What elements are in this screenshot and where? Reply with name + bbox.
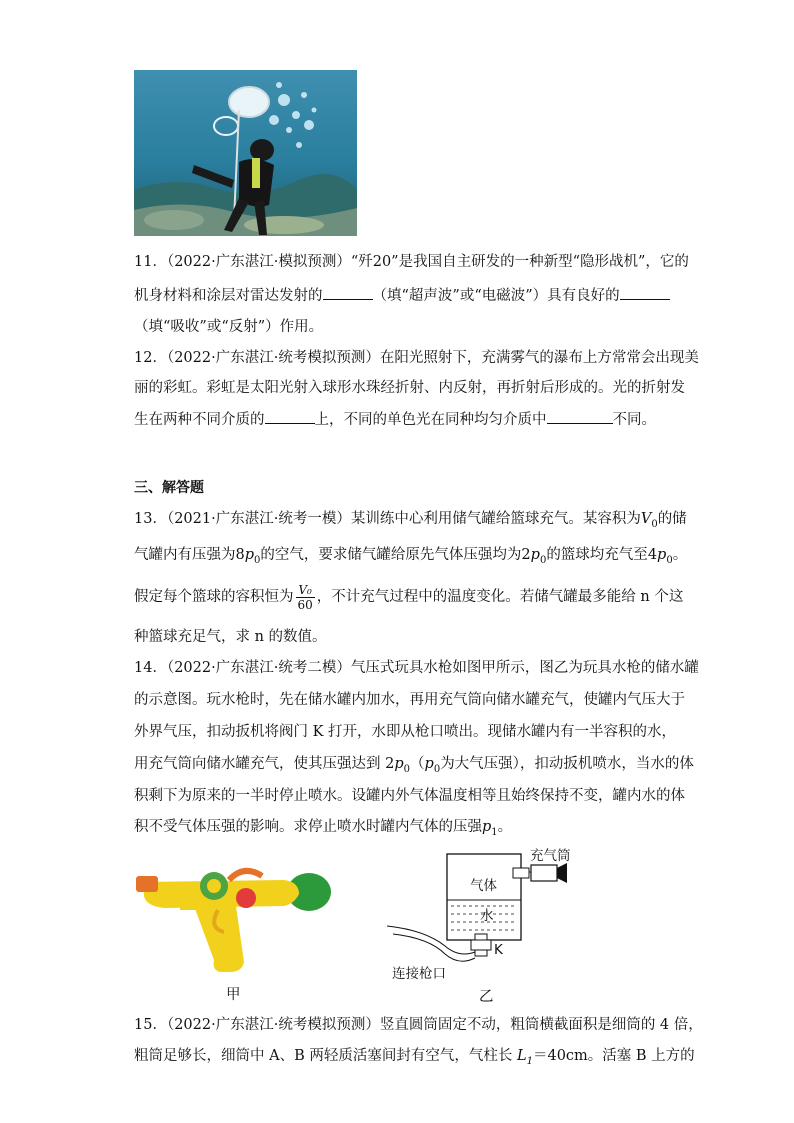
q15-line2-a: 粗筒足够长，细筒中 A、B 两轻质活塞间封有空气，气柱长 <box>134 1048 517 1064</box>
pump-label: 充气筒 <box>530 848 571 864</box>
q14-line4 <box>134 754 694 780</box>
v0-symbol: V <box>640 511 652 527</box>
figure-label-yi: 乙 <box>479 989 494 1005</box>
answer-blank-2 <box>620 285 670 300</box>
q13-line2-a: 气罐内有压强为 <box>134 547 236 563</box>
q11-line2 <box>134 285 670 306</box>
p-subscript: 0 <box>403 763 411 775</box>
q13-line1 <box>134 509 687 535</box>
fraction-denominator: 60 <box>297 597 313 612</box>
answer-blank-1 <box>323 285 373 300</box>
q12-line3-b: 上，不同的单色光在同种均匀介质中 <box>314 412 547 428</box>
diver-photo <box>134 70 357 236</box>
p-subscript: 0 <box>433 763 441 775</box>
section-heading: 三、解答题 <box>134 480 204 496</box>
q14-line3: 外界气压，扣动扳机将阀门 K 打开，水即从枪口喷出。现储水罐内有一半容积的水， <box>134 724 677 740</box>
volume-fraction <box>296 583 315 612</box>
q13-line3-b: ，不计充气过程中的温度变化。若储气罐最多能给 n 个这 <box>316 589 684 605</box>
q12-line2: 丽的彩虹。彩虹是太阳光射入球形水珠经折射、内反射，再折射后形成的。光的折射发 <box>134 380 685 396</box>
q14-line5: 积剩下为原来的一半时停止喷水。设罐内外气体温度相等且始终保持不变，罐内水的体 <box>134 788 685 804</box>
q12-line1: 12．（2022·广东湛江·统考模拟预测）在阳光照射下，充满雾气的瀑布上方常常会出现美 <box>134 350 699 366</box>
q14-line6 <box>134 817 512 843</box>
L1-subscript: 1 <box>526 1055 533 1067</box>
q12-line3-a: 生在两种不同介质的 <box>134 412 265 428</box>
figure-label-jia: 甲 <box>226 987 241 1003</box>
q14-line2: 的示意图。玩水枪时，先在储水罐内加水，再用充气筒向储水罐充气，使罐内气压大于 <box>134 692 685 708</box>
q15-line2-b: ＝40cm。活塞 B 上方的 <box>532 1048 695 1064</box>
q13-line2 <box>134 545 687 571</box>
q13-line3 <box>134 582 683 612</box>
q14-line1: 14．（2022·广东湛江·统考二模）气压式玩具水枪如图甲所示，图乙为玩具水枪的储水罐 <box>134 660 699 676</box>
q13-line1-a: 13．（2021·广东湛江·统考一模）某训练中心利用储气罐给篮球充气。某容积为 <box>134 511 641 527</box>
q13-line4: 种篮球充足气，求 n 的数值。 <box>134 629 327 645</box>
v0-subscript: 0 <box>651 518 658 530</box>
q11-line2-b: （填“超声波”或“电磁波”）具有良好的 <box>372 288 620 304</box>
q12-line3 <box>134 409 656 430</box>
pressure-coef-4: 4 <box>647 547 658 563</box>
pressure-coef-2: 2 <box>521 547 531 563</box>
p-symbol: p <box>244 547 255 563</box>
q14-line4-b: （ <box>410 756 425 772</box>
pressure-coef-8: 8 <box>235 547 245 563</box>
q14-line4-a: 用充气筒向储水罐充气，使其压强达到 2 <box>134 756 395 772</box>
q13-line1-b: 的储 <box>657 511 687 527</box>
q11-line1: 11．（2022·广东湛江·模拟预测）“歼20”是我国自主研发的一种新型“隐形战机”，它的 <box>134 254 689 270</box>
water-gun-figure <box>134 862 334 977</box>
q14-line6-a: 积不受气体压强的影响。求停止喷水时罐内气体的压强 <box>134 819 482 835</box>
q11-line3: （填“吸收”或“反射”）作用。 <box>134 319 324 335</box>
fraction-numerator: V₀ <box>296 583 315 598</box>
valve-label: K <box>494 942 503 958</box>
p-symbol: p <box>394 756 404 772</box>
q13-line2-c: 的篮球均充气至 <box>546 547 648 563</box>
q15-line2 <box>134 1046 695 1072</box>
q14-line4-c: 为大气压强），扣动扳机喷水，当水的体 <box>440 756 694 772</box>
q14-line6-b: 。 <box>497 819 513 835</box>
L1-symbol: L <box>516 1048 527 1064</box>
q13-line2-d: 。 <box>672 547 688 563</box>
q12-line3-c: 不同。 <box>612 412 656 428</box>
p1-subscript: 1 <box>491 826 498 838</box>
q13-line3-a: 假定每个篮球的容积恒为 <box>134 589 294 605</box>
p-symbol: p <box>424 756 434 772</box>
p-symbol: p <box>657 547 667 563</box>
answer-blank-4 <box>547 409 613 424</box>
q13-line2-b: 的空气，要求储气罐给原先气体压强均为 <box>260 547 522 563</box>
q15-line1: 15．（2022·广东湛江·统考模拟预测）竖直圆筒固定不动，粗筒横截面积是细筒的 4 倍， <box>134 1017 703 1033</box>
water-label: 水 <box>480 908 494 924</box>
p1-symbol: p <box>482 819 492 835</box>
outlet-label: 连接枪口 <box>392 966 446 982</box>
q11-line2-a: 机身材料和涂层对雷达发射的 <box>134 288 323 304</box>
p-subscript: 0 <box>666 554 673 566</box>
p-subscript: 0 <box>539 554 547 566</box>
p-subscript: 0 <box>254 554 261 566</box>
p-symbol: p <box>530 547 540 563</box>
answer-blank-3 <box>265 409 315 424</box>
gas-label: 气体 <box>470 878 497 894</box>
